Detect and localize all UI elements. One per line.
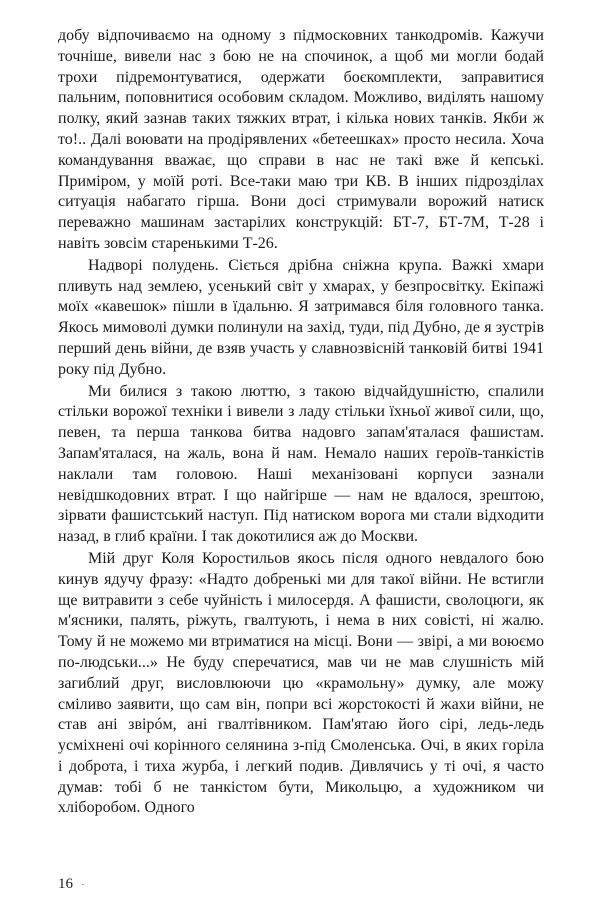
paragraph-2: Надворі полудень. Сіється дрібна сніжна крупа. Важкі хмари пливуть над землею, усенький світ у хмарах, у безпросвітку. Екіпажі моїх «кавешок» пішли в їдальню. Я затримався біля головного танка. Якось мимоволі думки полинули на захід, туди, під Дубно, де я зустрів перший день війни, де взяв участь у славнозвісній танковій битві 1941 року під Дубно. (58, 256, 544, 378)
paragraph-3: Ми билися з такою люттю, з такою відчайдушністю, спалили стільки ворожої техніки і вивели з ладу стільки їхньої живої сили, що, певен, та перша танкова битва надовго запам'яталася фашистам. Запам'яталася, на жаль, вона й нам. Немало наших героїв-танкістів наклали там головою. Наші механізовані корпуси зазнали невідшкодовних втрат. І що найгірше — нам не вдалося, зрештою, зірвати фашистський наступ. Під натиском ворога ми стали відходити назад, в глиб країни. І так докотилися аж до Москви. (58, 382, 544, 546)
page-body (58, 26, 544, 819)
page-number: 16 (58, 876, 73, 892)
paragraph-1: добу відпочиваємо на одному з підмосковних танкодромів. Кажучи точніше, вивели нас з бою не на спочинок, а щоб ми могли бодай трохи підремонтуватися, одержати боєкомплекти, заправитися пальним, поповнитися особовим складом. Можливо, виділять нашому полку, який зазнав таких тяжких втрат, і кілька нових танків. Якби ж то!.. Далі воювати на продірявлених «бетеешках» просто несила. Хоча командування вважає, що справи в нас не такі вже й кепські. Приміром, у моїй роті. Все-таки маю три КВ. В інших підрозділах ситуація набагато гірша. Вони досі стримували ворожий натиск переважно машинам застарілих конструкцій: БТ-7, БТ-7М, Т-28 і навіть зовсім старенькими Т-26. (58, 27, 544, 252)
footer-mark: · (81, 879, 85, 891)
page-footer (58, 876, 85, 893)
paragraph-4: Мій друг Коля Коростильов якось після одного невдалого бою кинув ядучу фразу: «Надто добренькі ми для такої війни. Не встигли ще витравити з себе чуйність і милосердя. А фашисти, сволоцюги, як м'ясники, палять, ріжуть, гвалтують, і нема в них совісті, ні жалю. Тому й не можемо ми втриматися на місці. Вони — звірі, а ми воюємо по-людськи...» Не буду сперечатися, мав чи не мав слушність мій загиблий друг, висловлюючи цю «крамольну» думку, але можу сміливо заявити, що сам він, попри всі жорстокості й жахи війни, не став ані звірóм, ані гвалтівником. Пам'ятаю його сірі, ледь-ледь усміхнені очі корінного селянина з-під Смоленська. Очі, в яких горіла і доброта, і тиха журба, і легкий подив. Дивлячись у ті очі, я часто думав: тобі б не танкістом бути, Микольцю, а художником чи хліборобом. Одного (58, 549, 544, 817)
